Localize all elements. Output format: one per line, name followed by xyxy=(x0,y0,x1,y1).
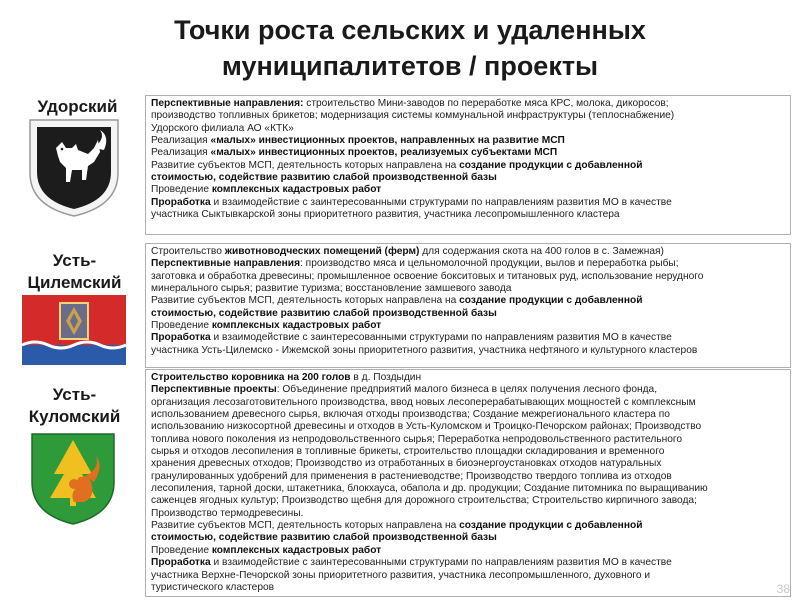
udorsky-panel xyxy=(145,95,791,235)
text: Реализация xyxy=(151,135,211,147)
text-bold: Проработка xyxy=(151,557,211,569)
text: саженцев ягодных культур; Производство щебня для дорожного строительства; Строительство кирпичного завода; xyxy=(151,495,697,507)
ust-tsilemsky-name-line-1: Усть- xyxy=(52,251,97,270)
text-bold: животноводческих помещений (ферм) xyxy=(224,246,420,257)
text: хранения древесных отходов; Производство из отработанных в биоэнергоустановках отходов натуральных xyxy=(151,458,662,470)
text: Реализация xyxy=(151,147,211,159)
text-bold: комплексных кадастровых работ xyxy=(211,184,382,196)
text: Строительство xyxy=(151,246,225,257)
text: и взаимодействие с заинтересованными структурами по направлениям развития МО в качестве xyxy=(210,196,672,208)
text: использованием древесного сырья, включая отходы производства; Создание межрегионального кластера по xyxy=(151,409,670,421)
title-line-1: Точки роста сельских и удаленных xyxy=(174,15,646,45)
text-bold: стоимостью, содействие развитию слабой производственной базы xyxy=(151,532,497,544)
text: топлива нового поколения из непродовольственного сырья; Переработка непродовольственного растительного xyxy=(151,433,683,445)
text-bold: создание продукции с добавленной xyxy=(459,159,643,171)
text-bold: Проработка xyxy=(151,332,211,344)
text: Развитие субъектов МСП, деятельность которых направлена на xyxy=(151,520,460,532)
text: использованию низкосортной древесины и отходов в Усть-Куломском и Троицко-Печорском районах; Производство xyxy=(151,421,702,433)
text-bold: Перспективные направления xyxy=(151,258,301,270)
ust-kulomsky-coat-of-arms-icon xyxy=(30,432,116,526)
text-bold: Перспективные проекты xyxy=(151,384,277,396)
text: для содержания скота на 400 голов в с. Замежная) xyxy=(419,246,664,257)
text: Производство термодревесины. xyxy=(151,507,304,519)
text: участника Верхне-Печорской зоны приоритетного развития, участника лесопромышленного, духовного и xyxy=(151,569,651,581)
text: производство топливных брикетов; модернизация системы коммунальной инфраструктуры (теплоснабжение) xyxy=(151,110,675,122)
text-bold: комплексных кадастровых работ xyxy=(211,320,382,332)
text: и взаимодействие с заинтересованными структурами по направлениям развития МО в качестве xyxy=(210,332,672,344)
text-bold: создание продукции с добавленной xyxy=(459,520,643,532)
ust-tsilemsky-name-line-2: Цилемский xyxy=(27,273,122,292)
text: туристического кластеров xyxy=(151,581,275,593)
text: организация лесозаготовительного производства, ввод новых лесоперерабатывающих мощностей с комплексным xyxy=(151,396,696,408)
text-bold: комплексных кадастровых работ xyxy=(211,544,382,556)
ust-kulomsky-name-line-1: Усть- xyxy=(52,385,97,404)
text: : Объединение предприятий малого бизнеса в целях получения лесного фонда, xyxy=(276,384,658,396)
text: Развитие субъектов МСП, деятельность которых направлена на xyxy=(151,295,460,307)
udorsky-name-text: Удорский xyxy=(37,97,118,116)
text: лесопиления, тарной доски, штакетника, блокхауса, обапола и др. продукции; Создание питомника по выращиванию xyxy=(151,483,708,495)
udorsky-coat-of-arms-icon xyxy=(28,118,120,218)
text: минерального сырья; развитие туризма; восстановление замшевого завода xyxy=(151,283,512,295)
text: заготовка и обработка древесины; промышленное освоение бокситовых и титановых руд, использование нерудного xyxy=(151,270,704,282)
text-bold: «малых» инвестиционных проектов, направленных на развитие МСП xyxy=(210,135,565,147)
ust-tsilemsky-name xyxy=(12,250,137,294)
slide-title xyxy=(90,12,730,84)
text-bold: Строительство коровника на 200 голов xyxy=(151,372,351,383)
ust-tsilemsky-flag-icon xyxy=(22,295,126,365)
udorsky-name xyxy=(20,96,135,118)
text: в д. Поздыдин xyxy=(350,372,422,383)
page-number: 38 xyxy=(776,582,790,596)
ust-kulomsky-name-line-2: Куломский xyxy=(28,407,121,426)
title-line-2: муниципалитетов / проекты xyxy=(221,51,599,81)
text: участника Сыктывкарской зоны приоритетного развития, участника лесопромышленного кластера xyxy=(151,209,620,221)
text: гранулированных удобрений для применения в растениеводстве; Производство твердого топлива из отходов xyxy=(151,470,672,482)
text: Проведение xyxy=(151,184,212,196)
text-bold: стоимостью, содействие развитию слабой производственной базы xyxy=(151,172,497,184)
text: Удорского филиала АО «КТК» xyxy=(151,122,294,134)
text: Проведение xyxy=(151,544,212,556)
ust-kulomsky-panel xyxy=(145,369,791,597)
text-bold: создание продукции с добавленной xyxy=(459,295,643,307)
text: строительство Мини-заводов по переработке мяса КРС, молока, дикоросов; xyxy=(303,98,669,109)
text: участника Усть-Цилемско - Ижемской зоны приоритетного развития, участника нефтяного и культурного кластеров xyxy=(151,344,698,356)
text-bold: «малых» инвестиционных проектов, реализуемых субъектами МСП xyxy=(210,147,558,159)
text-bold: стоимостью, содействие развитию слабой производственной базы xyxy=(151,307,497,319)
text: Проведение xyxy=(151,320,212,332)
text-bold: Перспективные направления: xyxy=(151,98,304,109)
text: и взаимодействие с заинтересованными структурами по направлениям развития МО в качестве xyxy=(210,557,672,569)
text-bold: Проработка xyxy=(151,196,211,208)
ust-kulomsky-name xyxy=(12,384,137,428)
ust-tsilemsky-panel xyxy=(145,243,791,368)
text: : производство мяса и цельномолочной продукции, вылов и переработка рыбы; xyxy=(300,258,679,270)
text: Развитие субъектов МСП, деятельность которых направлена на xyxy=(151,159,460,171)
text: сырья и отходов лесопиления в топливные брикеты, строительство площадки складирования и временного xyxy=(151,446,665,458)
